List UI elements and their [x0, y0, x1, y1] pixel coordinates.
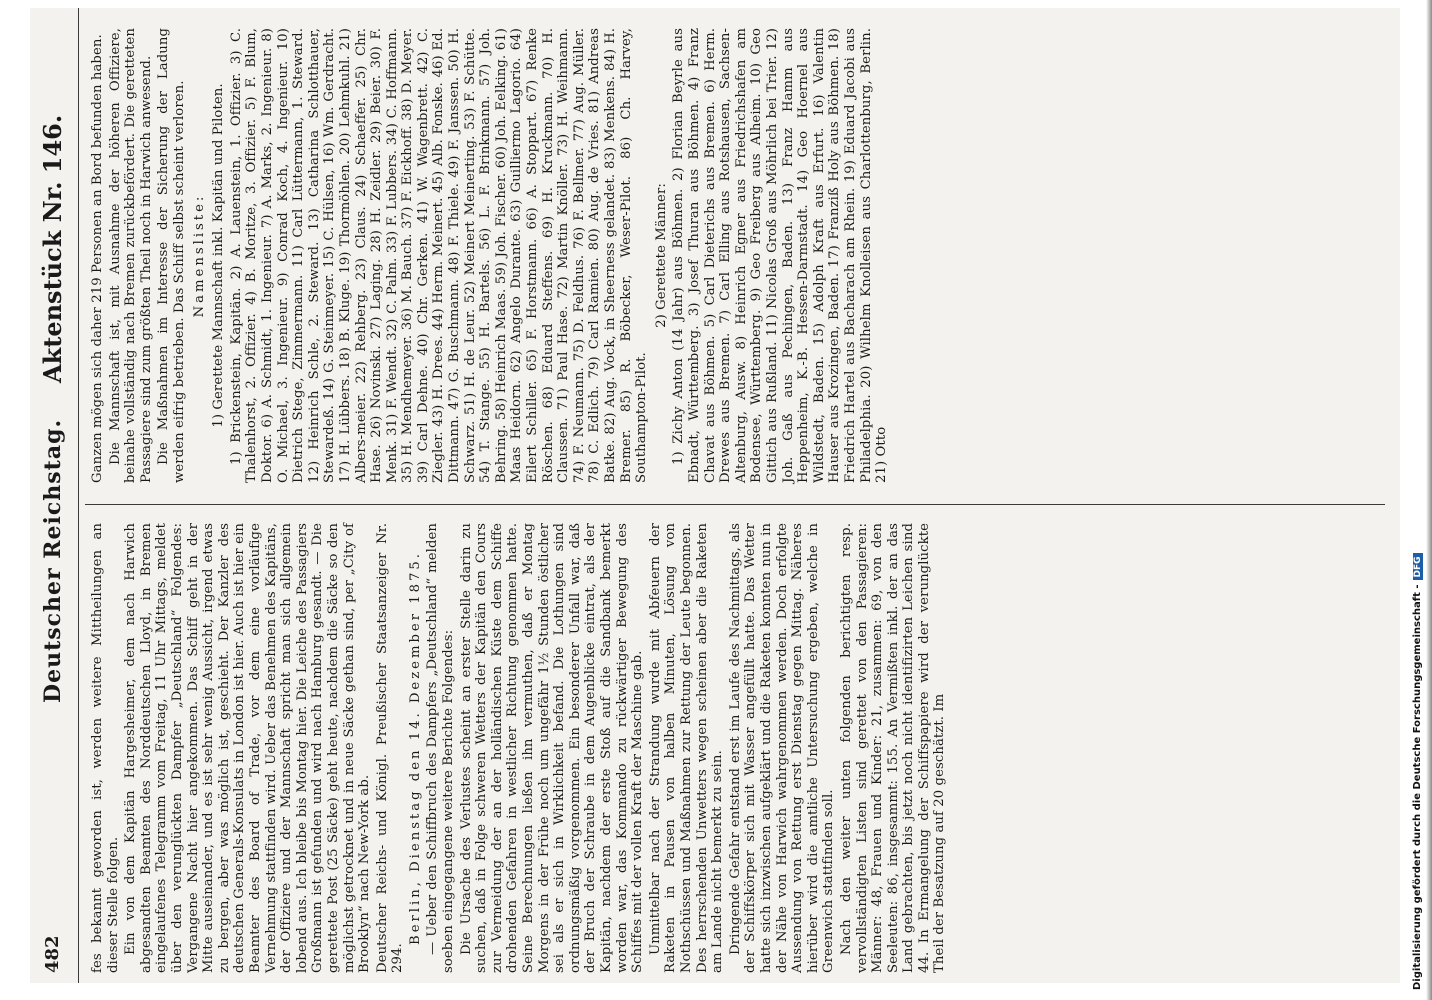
- scan-shadow-edge: [1426, 0, 1432, 1000]
- column-divider: [85, 504, 1385, 505]
- header-rule: [78, 8, 79, 983]
- name-list-heading: Namensliste:: [191, 193, 207, 318]
- crew-list: 1) Brickenstein, Kapitän. 2) A. Lauenstein, 1. Offizier. 3) C. Thalenhorst, 2. Offizier. 4) B. Moritze, 3. Offizier. 5) F. Blum, Doktor. 6) A. Schmidt, 1. Ingenieur. 7) A. Marks, 2. Ingenieur. 8) O. Michael, 3. Ingenieur. 9) Conrad Koch, 4. Ingenieur. 10) Dietrich Stege, Zimmermann. 11) Carl Lüttermann, 1. Steward. 12) Heinrich Schle, 2. Steward. 13) Catharina Schlotthauer, Stewardeß. 14) G. Steinmeyer. 15) C. Hülsen, 16) Wm. Gerdracht. 17) H. Lübbers. 18) B. Kluge. 19) Thormöhlen. 20) Lehmkuhl. 21) Albers-meier. 22) Rehberg. 23) Claus. 24) Schaeffer. 25) Chr. Hase. 26) Novinski. 27) Laging. 28) H. Zeidler. 29) Beier. 30) F. Menk. 31) F. Wendt. 32) C. Palm. 33) F. Lubbers. 34) C. Hoffmann. 35) H. Mendhemeyer. 36) M. Bauch. 37) F. Eickhoff. 38) D. Meyer. 39) Carl Dehne. 40) Chr. Gerken. 41) W. Wagenbrett. 42) C. Ziegler. 43) H. Drees. 44) Herm. Meinert. 45) Alb. Fonske. 46) Ed. Dittmann. 47) G. Buschmann. 48) F. Thiele. 49) F. Janssen. 50) H. Schwarz. 51) H. de Leur. 52) Meinert Meinerting. 53) F. Schütte. 54) T. Stange. 55) H. Bartels. 56) L. F. Brinkmann. 57) Joh. Behring. 58) Heinrich Maas. 59) Joh. Fischer. 60) Joh. Eelking. 61) Maas Heidorn. 62) Angelo Durante. 63) Guilliermo Lagorio. 64) Eilert Schiller. 65) F. Horstmann. 66) A. Stoppart. 67) Renke Röschen. 68) Eduard Steffens. 69) H. Kruckmann. 70) H. Claussen. 71) Paul Hase. 72) Martin Knöller. 73) H. Weihmann. 74) F. Neumann. 75) D. Feldhus. 76) F. Bellmer. 77) Aug. Müller. 78) C. Edlich. 79) Carl Ramien. 80) Aug. de Vries. 81) Andreas Batke. 82) Aug. Vock, in Sheerness gelandet. 83) Menkens. 84) H. Bremer. 85) R. Böbecker, Weser-Pilot. 86) Ch. Harvey, Southampton-Pilot.: [228, 28, 650, 483]
- digitization-note-text: Digitalisierung gefördert durch die Deutsche Forschungsgemeinschaft -: [1412, 584, 1423, 990]
- paragraph: Ein von dem Kapitän Hargesheimer, dem nach Harwich abgesandten Beamten des Norddeutschen Lloyd, in Bremen eingelaufenes Telegramm vom Freitag, 11 Uhr Mittags, meldet über den verunglückten Dampfer „Deutschland“ Folgendes: Vergangene Nacht hier angekommen. Das Schiff geht in der Mitte auseinander, und es ist sehr wenig Aussicht, irgend etwas zu bergen, aber was möglich ist, geschieht. Der Kanzler des deutschen Generals-Konsulats in London ist hier. Auch ist hier ein Beamter des Board of Trade, vor dem eine vorläufige Vernehmung stattfinden wird. Ueber das Benehmen des Kapitäns, der Offiziere und der Mannschaft spricht man sich allgemein lobend aus. Ich bleibe bis Montag hier. Die Leiche des Passagiers Großmann ist gefunden und wird nach Hamburg gesandt. — Die gerettete Post (25 Säcke) geht heute, nachdem die Säcke so den möglichst getrocknet und in neue Säcke gethan sind, per „City of Brooklyn“ nach New-York ab.: [123, 523, 373, 973]
- page-header: [30, 8, 70, 983]
- digitization-note: [1412, 553, 1423, 990]
- left-column: [90, 523, 950, 973]
- paragraph: Die Maßnahmen im Interesse der Sicherung der Ladung werden eifrig betrieben. Das Schiff selbst scheint verloren.: [156, 28, 187, 483]
- crew-heading: 1) Gerettete Mannschaft inkl. Kapitän und Piloten.: [211, 83, 227, 428]
- paragraph: Die Mannschaft ist, mit Ausnahme der höheren Offiziere, beinahe vollständig nach Bremen zurückbefördert. Die geretteten Passagiere sind zum größten Theil noch in Harwich anwesend.: [107, 28, 154, 483]
- dfg-logo: DFG: [1413, 553, 1423, 580]
- source-citation: Deutscher Reichs- und Königl. Preußischer Staatsanzeiger Nr. 294.: [374, 523, 406, 973]
- paragraph: Die Ursache des Verlustes scheint an erster Stelle darin zu suchen, daß in Folge schweren Wetters der Kapitän den Cours zur Vermeidung der an der holländischen Küste dem Schiffe drohenden Gefahren in westlicher Richtung genommen hatte. Seine Berechnungen ließen ihn vermuthen, daß er Montag Morgens in der Frühe noch um ungefähr 1½ Stunden östlicher sei als er sich in Wirklichkeit befand. Die Lothungen sind ordnungsmäßig vorgenommen. Ein besonderer Unfall war, daß der Bruch der Schraube in dem Augenblicke eintrat, als der Kapitän, nachdem der erste Stoß auf die Sandbank bemerkt worden war, das Kommando zu rückwärtiger Bewegung des Schiffes mit der vollen Kraft der Maschine gab.: [458, 523, 646, 973]
- dateline: Berlin, Dienstag den 14. Dezember 1875.: [407, 551, 423, 945]
- paragraph: fes bekannt geworden ist, werden weitere Mittheilungen an dieser Stelle folgen.: [90, 523, 121, 973]
- rotated-page-content: [30, 8, 1400, 983]
- paragraph: Ganzen mögen sich daher 219 Personen an Bord befunden haben.: [90, 34, 105, 483]
- document-number: Aktenstück Nr. 146.: [38, 114, 67, 383]
- running-title: Deutscher Reichstag.: [40, 418, 66, 703]
- page-number: 482: [42, 935, 63, 973]
- paragraph: Dringende Gefahr entstand erst im Laufe des Nachmittags, als der Schiffskörper sich mit Wasser angefüllt hatte. Das Wetter hatte sich inzwischen aufgeklärt und die Raketen konnten nun in der Nähe von Harwich wahrgenommen werden. Doch erfolgte Aussendung von Rettung erst Dienstag gegen Mittag. Näheres hierüber wird die amtliche Untersuchung ergeben, welche in Greenwich stattfinden soll.: [727, 523, 837, 973]
- men-list: 1) Zichy Anton (14 Jahr) aus Böhmen. 2) Florian Beyrle aus Ebnadt, Württemberg. 3) Josef Thuran aus Böhmen. 4) Franz Chavat aus Böhmen. 5) Carl Dieterichs aus Bremen. 6) Herm. Drewes aus Bremen. 7) Carl Elling aus Rotshausen, Sachsen-Altenburg, Ausw. 8) Heinrich Egner aus Friedrichshafen am Bodensee, Württemberg. 9) Geo Freiberg aus Alheim. 10) Geo Gittich aus Rußland. 11) Nicolas Groß aus Möhrlich bei Trier. 12) Joh. Gaß aus Pechingen, Baden. 13) Franz Hamm aus Heppenheim, K.-B. Hessen-Darmstadt. 14) Geo Hoernel aus Wildstedt, Baden. 15) Adolph Kraft aus Erfurt. 16) Valentin Hauser aus Krozingen, Baden. 17) Franziß Holy aus Böhmen. 18) Friedrich Hartel aus Bacharach am Rhein. 19) Eduard Jacobi aus Philadelphia. 20) Wilhelm Knolleisen aus Charlottenburg, Berlin. 21) Otto: [671, 28, 890, 483]
- paragraph: — Ueber den Schiffbruch des Dampfers „Deutschland“ melden soeben eingegangene weitere Berichte Folgendes:: [425, 523, 457, 973]
- paragraph: Unmittelbar nach der Strandung wurde mit Abfeuern der Raketen in Pausen von halben Minuten, Lösung von Nothschüssen und Maßnahmen zur Rettung der Leute begonnen. Des herrschenden Unwetters wegen scheinen aber die Raketen am Lande nicht bemerkt zu sein.: [647, 523, 726, 973]
- paragraph: Nach den weiter unten folgenden berichtigten resp. vervollständigten Listen sind gerettet von den Passagieren: Männer: 48, Frauen und Kinder: 21, zusammen: 69, von den Seeleuten: 86, insgesammt: 155. An Vermißten inkl. der an das Land gebrachten, bis jetzt noch nicht identifizirten Leichen sind 44. In Ermangelung der Schiffspapiere wird der verunglückte Theil der Besatzung auf 20 geschätzt. Im: [838, 523, 948, 973]
- right-column: [90, 28, 892, 483]
- men-heading: 2) Gerettete Männer:: [653, 183, 669, 328]
